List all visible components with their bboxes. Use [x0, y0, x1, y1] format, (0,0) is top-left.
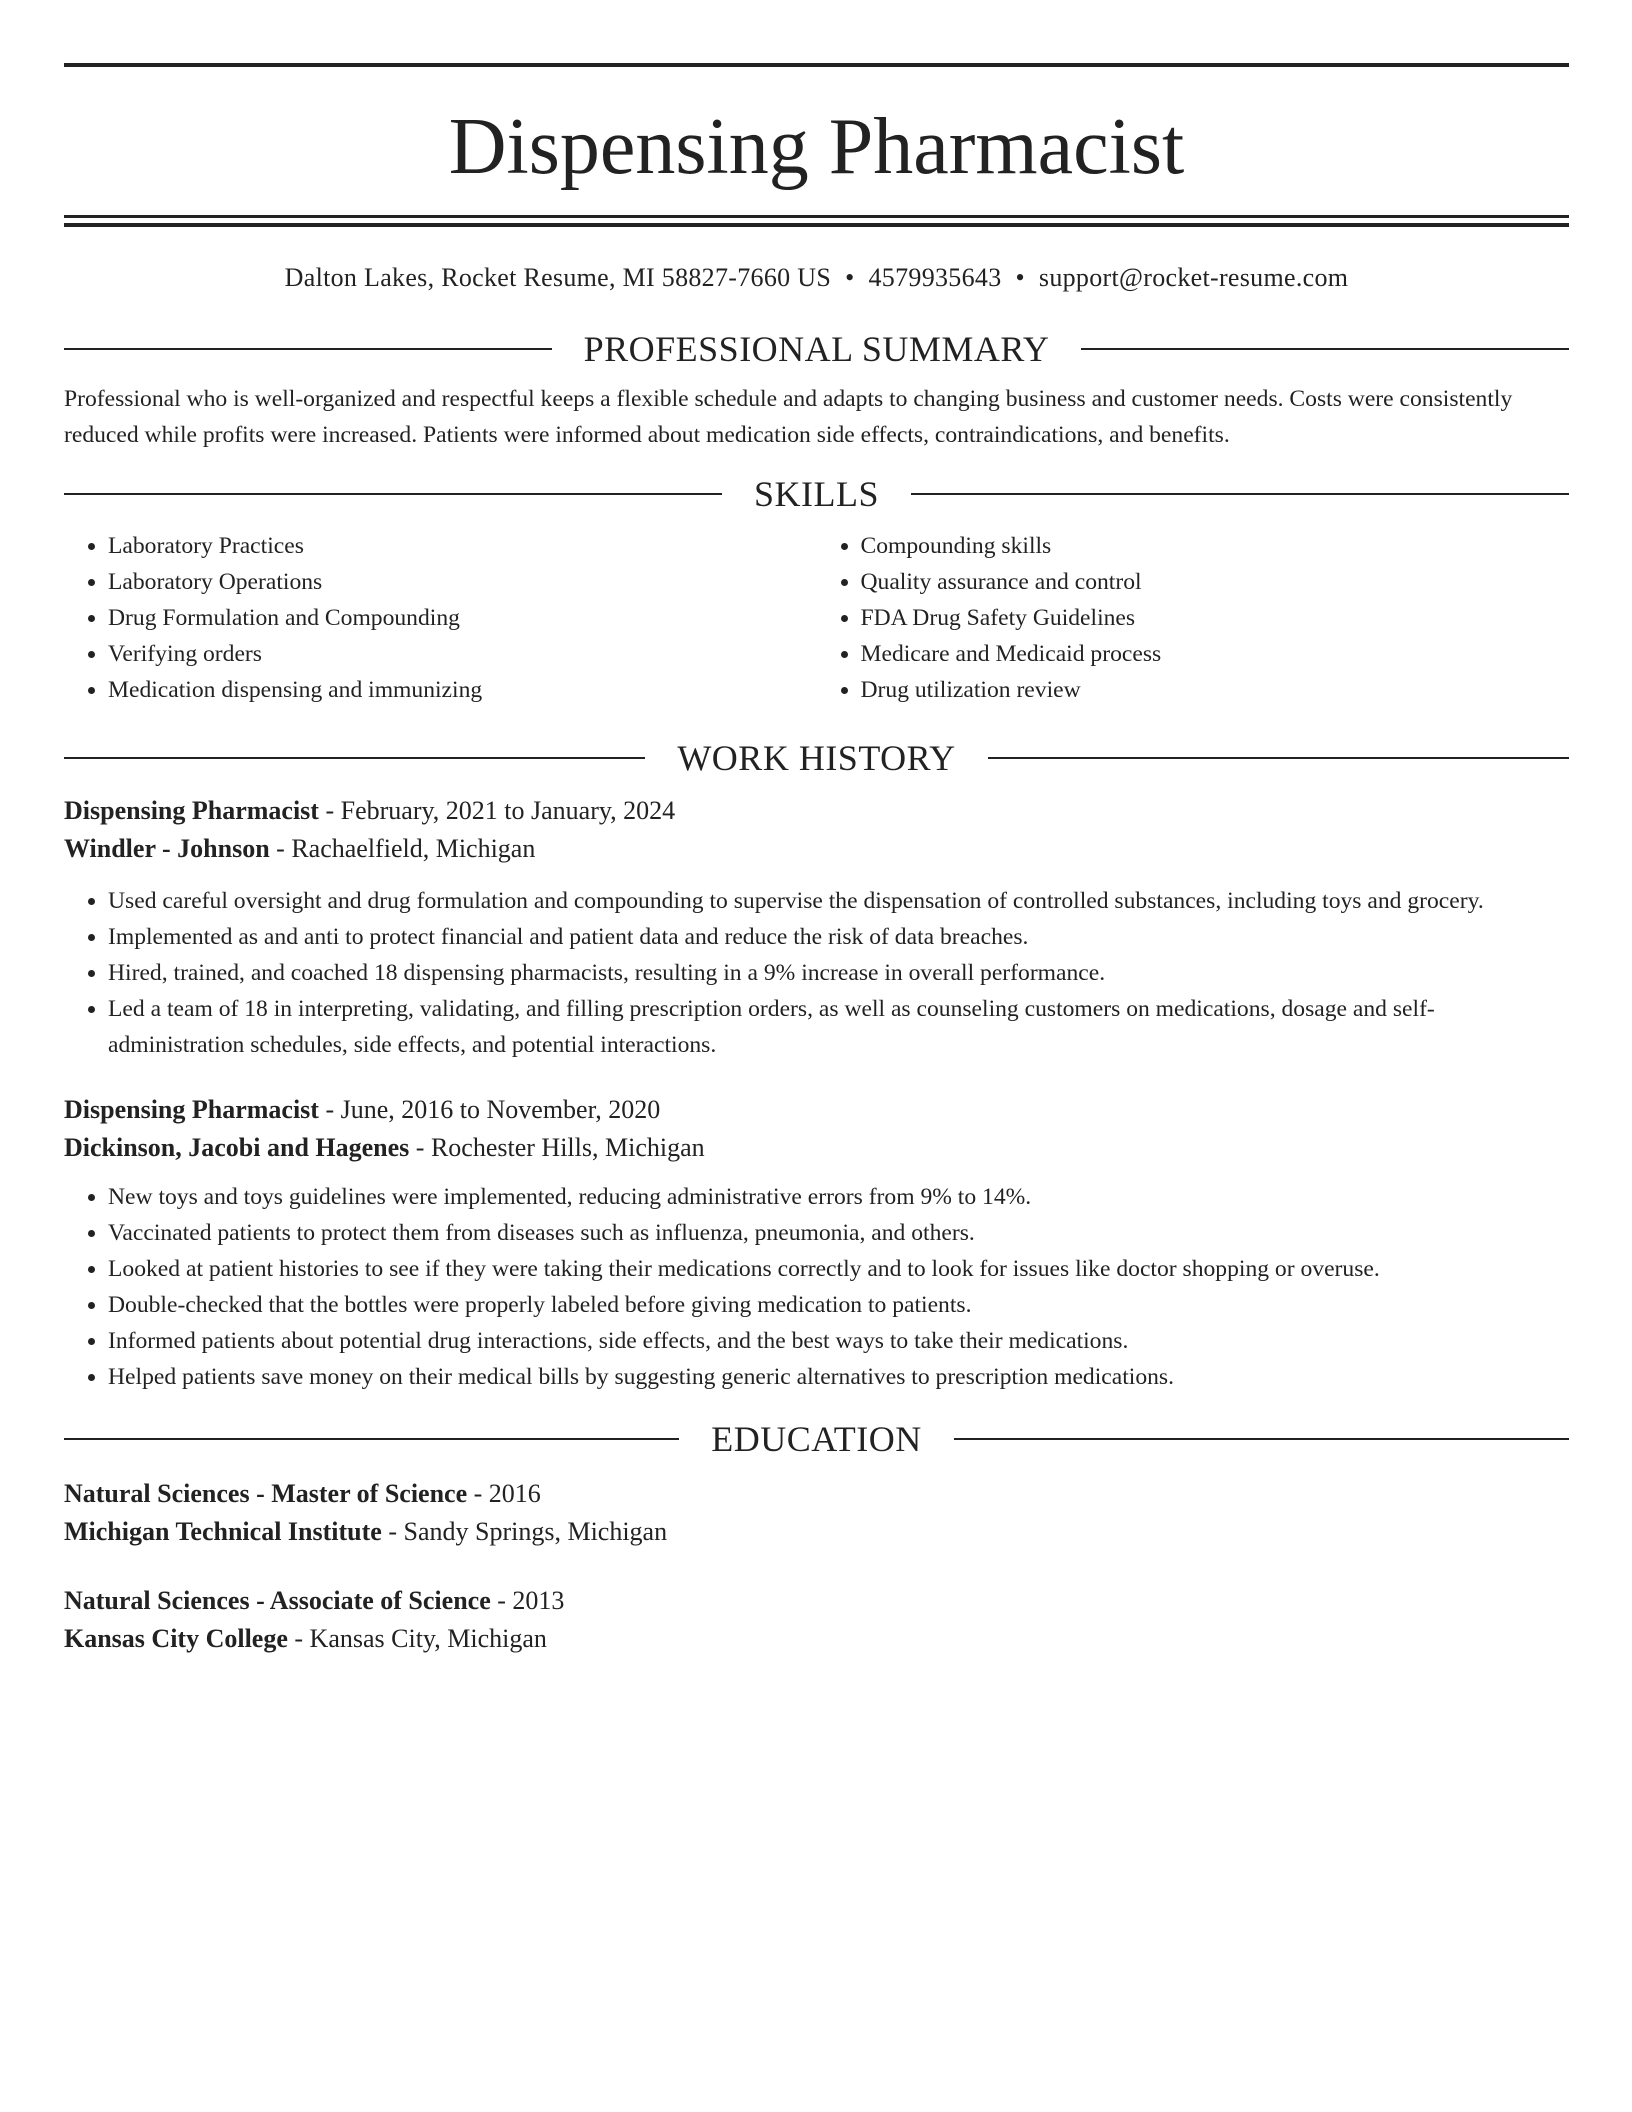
- skills-title: SKILLS: [754, 474, 880, 514]
- skill-item: • Quality assurance and control: [861, 564, 1570, 600]
- contact-line: [64, 262, 1569, 294]
- job-company-line: [64, 1129, 1569, 1167]
- job-bullets: [64, 1179, 1569, 1395]
- job-role: Dispensing Pharmacist: [64, 1095, 319, 1124]
- education-entry: [64, 1582, 1569, 1658]
- skill-item: • Drug utilization review: [861, 672, 1570, 708]
- education-degree: Natural Sciences - Master of Science: [64, 1479, 468, 1508]
- education-school-line: [64, 1620, 1569, 1658]
- education-degree-line: [64, 1582, 1569, 1620]
- education-year: - 2013: [490, 1586, 565, 1615]
- summary-heading: [64, 327, 1569, 371]
- education-degree-line: [64, 1475, 1569, 1513]
- education-school-line: [64, 1513, 1569, 1551]
- job-dates: - June, 2016 to November, 2020: [318, 1095, 661, 1124]
- contact-separator: •: [845, 263, 855, 292]
- job-entry: [64, 1091, 1569, 1395]
- job-company: Windler - Johnson: [64, 834, 270, 863]
- job-location: - Rochester Hills, Michigan: [409, 1133, 705, 1162]
- job-bullet: • New toys and toys guidelines were implemented, reducing administrative errors from 9% to 14%.: [108, 1179, 1569, 1215]
- skill-item: • FDA Drug Safety Guidelines: [861, 600, 1570, 636]
- skill-item: • Medication dispensing and immunizing: [108, 672, 817, 708]
- skill-item: • Compounding skills: [861, 528, 1570, 564]
- title-double-rule: [64, 215, 1569, 227]
- work-heading: [64, 736, 1569, 780]
- job-entry: [64, 792, 1569, 1063]
- education-school: Michigan Technical Institute: [64, 1517, 382, 1546]
- skill-item: • Laboratory Operations: [108, 564, 817, 600]
- job-role: Dispensing Pharmacist: [64, 796, 319, 825]
- contact-separator: •: [1015, 263, 1025, 292]
- job-bullet: • Vaccinated patients to protect them from diseases such as influenza, pneumonia, and others.: [108, 1215, 1569, 1251]
- skill-item: • Medicare and Medicaid process: [861, 636, 1570, 672]
- summary-text: Professional who is well-organized and respectful keeps a flexible schedule and adapts to changing business and customer needs. Costs were consistently reduced while profits were increased. Patients were informed about medication side effects, contraindications, and benefits.: [64, 386, 1513, 448]
- job-location: - Rachaelfield, Michigan: [269, 834, 536, 863]
- skills-heading: [64, 472, 1569, 516]
- page-title: Dispensing Pharmacist: [448, 103, 1185, 191]
- skills-column-right: [817, 528, 1570, 708]
- contact-email: support@rocket-resume.com: [1038, 263, 1349, 292]
- contact-phone: 4579935643: [868, 263, 1002, 292]
- education-entry: [64, 1475, 1569, 1551]
- education-heading: [64, 1417, 1569, 1461]
- job-company-line: [64, 830, 1569, 868]
- job-company: Dickinson, Jacobi and Hagenes: [64, 1133, 410, 1162]
- job-title-line: [64, 792, 1569, 830]
- job-bullet: • Double-checked that the bottles were properly labeled before giving medication to patients.: [108, 1287, 1569, 1323]
- skills-list: [64, 528, 1569, 708]
- skill-item: • Verifying orders: [108, 636, 817, 672]
- education-location: - Sandy Springs, Michigan: [381, 1517, 668, 1546]
- work-title: WORK HISTORY: [677, 738, 956, 778]
- job-bullet: • Used careful oversight and drug formulation and compounding to supervise the dispensation of controlled substances, including toys and grocery.: [108, 883, 1569, 919]
- contact-address: Dalton Lakes, Rocket Resume, MI 58827-7660 US: [284, 263, 832, 292]
- education-degree: Natural Sciences - Associate of Science: [64, 1586, 491, 1615]
- skill-item: • Laboratory Practices: [108, 528, 817, 564]
- top-rule: [64, 63, 1569, 67]
- education-location: - Kansas City, Michigan: [287, 1624, 547, 1653]
- job-title-line: [64, 1091, 1569, 1129]
- skill-item: • Drug Formulation and Compounding: [108, 600, 817, 636]
- education-year: - 2016: [467, 1479, 541, 1508]
- job-bullet: • Helped patients save money on their medical bills by suggesting generic alternatives to prescription medications.: [108, 1359, 1569, 1395]
- skills-column-left: [64, 528, 817, 708]
- job-bullet: • Informed patients about potential drug interactions, side effects, and the best ways to take their medications.: [108, 1323, 1569, 1359]
- summary-title: PROFESSIONAL SUMMARY: [583, 329, 1050, 369]
- job-bullet: • Hired, trained, and coached 18 dispensing pharmacists, resulting in a 9% increase in overall performance.: [108, 955, 1569, 991]
- education-school: Kansas City College: [64, 1624, 288, 1653]
- job-bullets: [64, 883, 1569, 1063]
- job-bullet: • Led a team of 18 in interpreting, validating, and filling prescription orders, as well as counseling customers on medications, dosage and self-administration schedules, side effects, and potential interactions.: [108, 991, 1569, 1063]
- job-bullet: • Implemented as and anti to protect financial and patient data and reduce the risk of data breaches.: [108, 919, 1569, 955]
- job-bullet: • Looked at patient histories to see if they were taking their medications correctly and to look for issues like doctor shopping or overuse.: [108, 1251, 1569, 1287]
- education-title: EDUCATION: [711, 1419, 922, 1459]
- job-dates: - February, 2021 to January, 2024: [318, 796, 676, 825]
